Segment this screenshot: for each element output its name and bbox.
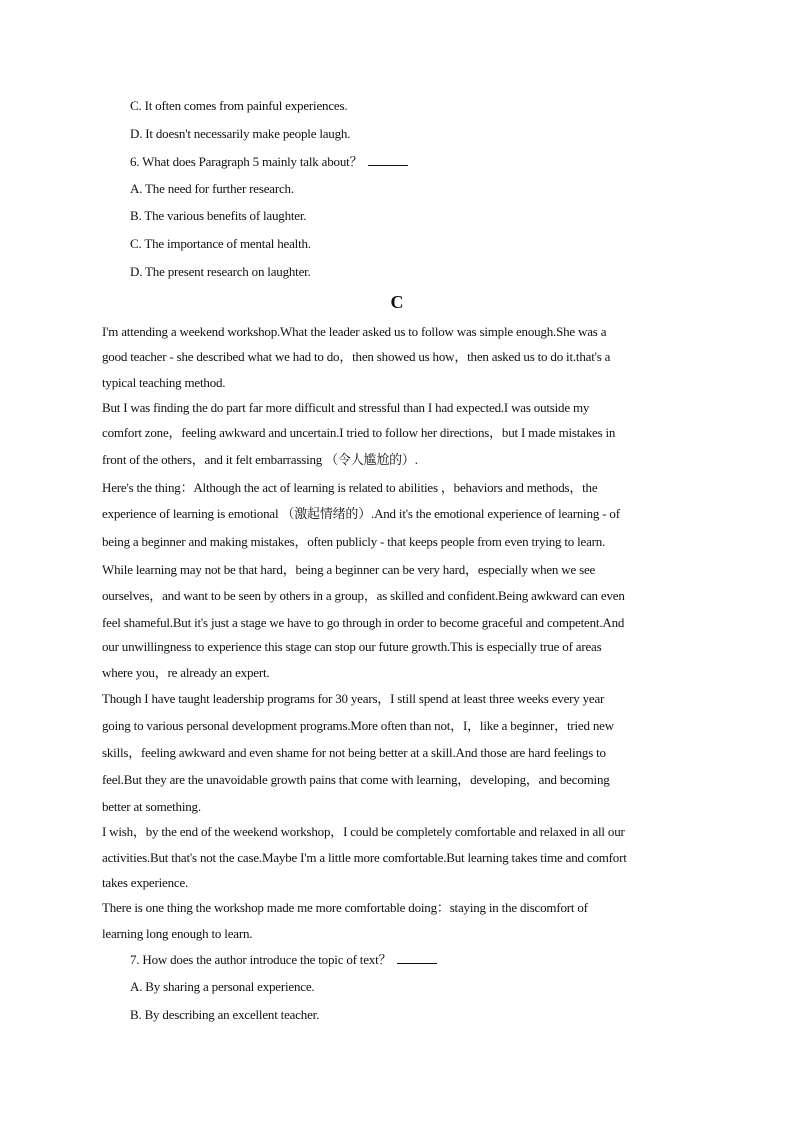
passage-line: going to various personal development programs.More often than not，I，like a beginner，tried new bbox=[102, 718, 614, 733]
passage-line: where you，re already an expert. bbox=[102, 665, 270, 680]
q7-option-b: B. By describing an excellent teacher. bbox=[130, 1007, 320, 1022]
passage-line: Here's the thing：Although the act of learning is related to abilities ，behaviors and methods，the bbox=[102, 480, 598, 495]
passage-line: There is one thing the workshop made me more comfortable doing：staying in the discomfort of bbox=[102, 900, 588, 915]
passage-line: feel.But they are the unavoidable growth pains that come with learning，developing，and becoming bbox=[102, 772, 610, 787]
passage-line: I'm attending a weekend workshop.What the leader asked us to follow was simple enough.She was a bbox=[102, 324, 607, 339]
passage-line: our unwillingness to experience this stage can stop our future growth.This is especially true of areas bbox=[102, 639, 602, 654]
passage-line: Though I have taught leadership programs for 30 years，I still spend at least three weeks every year bbox=[102, 691, 605, 706]
passage-line: feel shameful.But it's just a stage we have to go through in order to become graceful and competent.And bbox=[102, 615, 625, 630]
q7-option-a: A. By sharing a personal experience. bbox=[130, 979, 315, 994]
passage-line: good teacher - she described what we had to do，then showed us how，then asked us to do it.that's a bbox=[102, 349, 611, 364]
passage-line: being a beginner and making mistakes，often publicly - that keeps people from even trying to learn. bbox=[102, 534, 606, 549]
q5-option-c: C. It often comes from painful experiences. bbox=[130, 98, 348, 113]
q6-option-d: D. The present research on laughter. bbox=[130, 264, 311, 279]
q6-option-b: B. The various benefits of laughter. bbox=[130, 208, 307, 223]
q7-stem-text: 7. How does the author introduce the topic of text？ bbox=[130, 952, 392, 967]
passage-line: front of the others，and it felt embarrassing （令人尴尬的）. bbox=[102, 452, 418, 467]
passage-line: typical teaching method. bbox=[102, 375, 226, 390]
passage-line: skills，feeling awkward and even shame for not being better at a skill.And those are hard feelings to bbox=[102, 745, 606, 760]
passage-line: learning long enough to learn. bbox=[102, 926, 253, 941]
q6-option-a: A. The need for further research. bbox=[130, 181, 294, 196]
q6-answer-blank[interactable] bbox=[368, 153, 408, 166]
q6-stem bbox=[130, 153, 408, 170]
passage-line: takes experience. bbox=[102, 875, 189, 890]
passage-line: better at something. bbox=[102, 799, 201, 814]
section-title: C bbox=[390, 292, 404, 312]
q6-option-c: C. The importance of mental health. bbox=[130, 236, 311, 251]
passage-line: I wish，by the end of the weekend workshop，I could be completely comfortable and relaxed in all our bbox=[102, 824, 625, 839]
passage-line: activities.But that's not the case.Maybe I'm a little more comfortable.But learning takes time and comfort bbox=[102, 850, 627, 865]
q6-stem-text: 6. What does Paragraph 5 mainly talk about？ bbox=[130, 154, 363, 169]
passage-line: experience of learning is emotional （激起情绪的）.And it's the emotional experience of learning - of bbox=[102, 506, 620, 521]
q7-stem bbox=[130, 951, 437, 968]
passage-line: ourselves，and want to be seen by others in a group，as skilled and confident.Being awkward can even bbox=[102, 588, 625, 603]
q7-answer-blank[interactable] bbox=[397, 951, 437, 964]
passage-line: But I was finding the do part far more difficult and stressful than I had expected.I was outside my bbox=[102, 400, 590, 415]
passage-line: While learning may not be that hard，being a beginner can be very hard，especially when we see bbox=[102, 562, 596, 577]
q5-option-d: D. It doesn't necessarily make people laugh. bbox=[130, 126, 351, 141]
passage-line: comfort zone，feeling awkward and uncertain.I tried to follow her directions，but I made mistakes in bbox=[102, 425, 616, 440]
